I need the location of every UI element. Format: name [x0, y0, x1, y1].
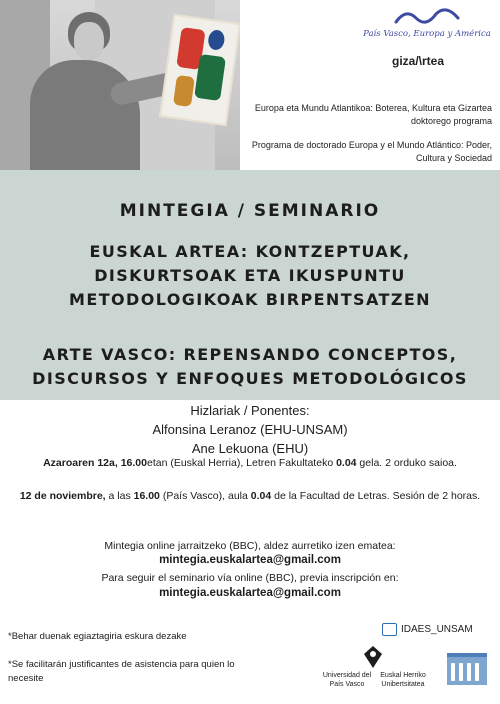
upv-emblem-icon — [364, 646, 382, 668]
upv-ehu-logo — [318, 646, 428, 694]
footnote-spanish: *Se facilitarán justificantes de asistencia para quien lo necesite — [8, 659, 235, 684]
wave-logo-icon — [392, 6, 462, 28]
date-eu-bold-1: Azaroaren 12a, 16.00 — [43, 457, 147, 469]
painting-figure-blue — [207, 29, 226, 51]
idaes-label: IDAES_UNSAM — [401, 624, 473, 635]
date-es-text-2: (País Vasco), aula — [159, 490, 251, 502]
date-es-bold-2: 16.00 — [133, 490, 160, 502]
date-eu-text-1: etan (Euskal Herria), Letren Fakultateko — [146, 457, 337, 469]
painting-image — [159, 14, 240, 126]
title-basque-line-3: METODOLOGIKOAK BIRPENTSATZEN — [69, 290, 431, 309]
date-es-bold-3: 0.04 — [250, 490, 272, 502]
photo-woman-body — [30, 60, 140, 170]
speaker-2: Ane Lekuona (EHU) — [191, 441, 309, 456]
speaker-1: Alfonsina Leranoz (EHU-UNSAM) — [152, 422, 348, 437]
speakers-block — [0, 401, 500, 458]
photo-woman-face — [74, 22, 104, 60]
title-spanish-line-1: ARTE VASCO: REPENSANDO CONCEPTOS, — [42, 345, 458, 364]
logo-pais-vasco-text: País Vasco, Europa y América — [363, 29, 491, 39]
email-link-1[interactable]: mintegia.euskalartea@gmail.com — [159, 554, 341, 566]
speakers-label: Hizlariak / Ponentes: — [190, 403, 310, 418]
program-title-es: Programa de doctorado Europa y el Mundo Atlántico: Poder, Cultura y Sociedad — [251, 140, 492, 163]
date-es-bold-1: 12 de noviembre, — [19, 490, 106, 502]
footnote-basque: *Behar duenak egiaztagiria eskura dezake — [8, 631, 187, 642]
title-basque-line-2: DISKURTSOAK ETA IKUSPUNTU — [94, 266, 406, 285]
faculty-building-icon — [445, 645, 489, 689]
program-title-eu: Europa eta Mundu Atlantikoa: Boterea, Kultura eta Gizartea doktorego programa — [254, 103, 492, 126]
title-spanish-line-2: DISCURSOS Y ENFOQUES METODOLÓGICOS — [32, 369, 468, 388]
title-basque — [0, 240, 500, 312]
upv-name-basque: Euskal Herriko Unibertsitatea — [380, 672, 426, 688]
online-info-spanish: Para seguir el seminario vía online (BBC), previa inscripción en: — [101, 572, 399, 584]
title-spanish — [0, 343, 500, 391]
date-es-text-1: a las — [105, 490, 134, 502]
date-info-spanish — [12, 488, 488, 504]
date-info-basque — [12, 455, 488, 471]
title-basque-line-1: EUSKAL ARTEA: KONTZEPTUAK, — [89, 242, 411, 261]
date-eu-bold-2: 0.04 — [336, 457, 357, 469]
pais-vasco-europa-america-logo — [362, 6, 492, 52]
idaes-square-icon — [382, 623, 397, 636]
giza-artea-logo: giza/\rtea — [392, 54, 445, 68]
header-area — [0, 0, 500, 170]
idaes-unsam-logo — [382, 623, 473, 636]
date-eu-text-2: gela. 2 orduko saioa. — [356, 457, 457, 469]
online-info-basque: Mintegia online jarraitzeko (BBC), aldez aurretiko izen ematea: — [104, 540, 396, 552]
painting-figure-ochre — [173, 75, 195, 107]
painting-figure-green — [194, 54, 226, 101]
archive-photo — [0, 0, 240, 170]
date-es-text-3: de la Facultad de Letras. Sesión de 2 horas. — [271, 490, 481, 502]
email-link-2[interactable]: mintegia.euskalartea@gmail.com — [159, 587, 341, 599]
upv-name-spanish: Universidad del País Vasco — [322, 672, 372, 688]
seminar-heading: MINTEGIA / SEMINARIO — [119, 201, 381, 221]
